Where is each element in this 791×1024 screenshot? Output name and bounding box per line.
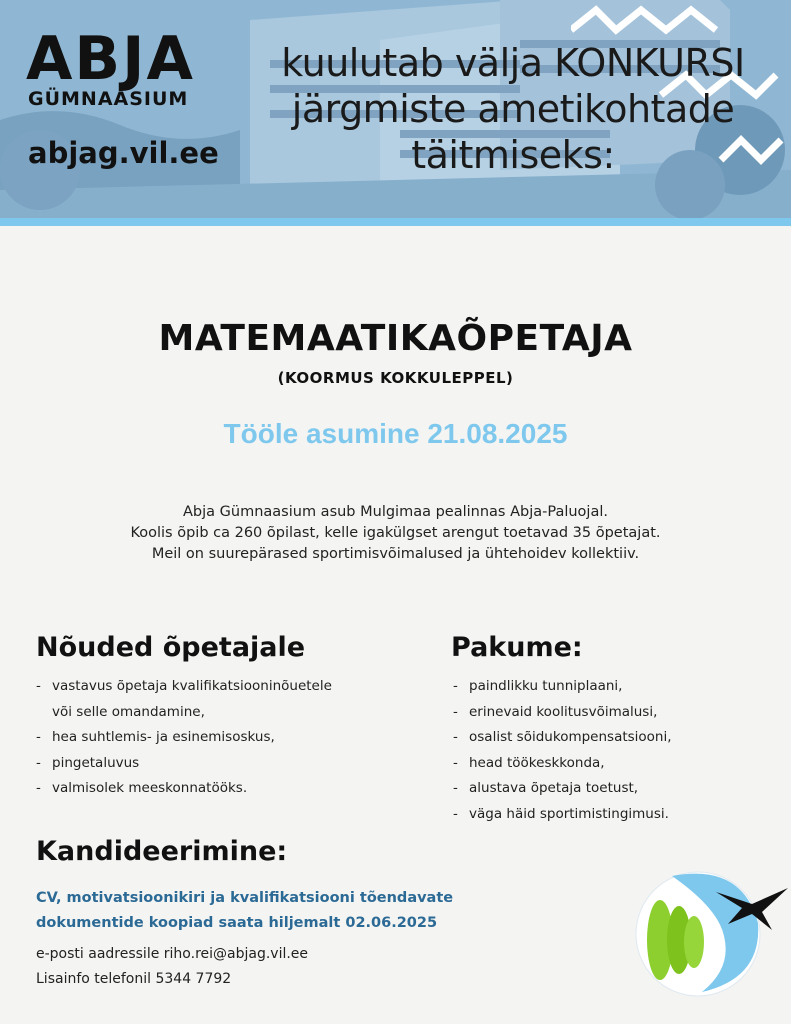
list-item: - väga häid sportimistingimusi. (451, 802, 771, 828)
intro-paragraph (0, 502, 791, 565)
requirements-heading: Nõuded õpetajale (36, 632, 306, 663)
intro-line: Koolis õpib ca 260 õpilast, kelle igakülgset arengut toetavad 35 õpetajat. (130, 525, 661, 541)
list-item: - paindlikku tunniplaani, (451, 674, 771, 700)
list-item: - erinevaid koolitusvõimalusi, (451, 700, 771, 726)
list-item: - osalist sõidukompensatsiooni, (451, 725, 771, 751)
job-subtitle: (KOORMUS KOKKULEPPEL) (277, 369, 514, 387)
website-link[interactable]: abjag.vil.ee (28, 136, 219, 170)
job-title: MATEMAATIKAÕPETAJA (158, 318, 633, 359)
headline (235, 40, 791, 178)
contact-phone: Lisainfo telefonil 5344 7792 (36, 971, 232, 987)
intro-line: Abja Gümnaasium asub Mulgimaa pealinnas Abja-Paluojal. (183, 504, 608, 520)
list-item: - alustava õpetaja toetust, (451, 776, 771, 802)
apply-instructions: CV, motivatsioonikiri ja kvalifikatsiooni tõendavate dokumentide koopiad saata hiljemalt 02.06.2025 (36, 890, 454, 931)
apply-heading: Kandideerimine: (36, 836, 288, 867)
headline-line-1: kuulutab välja KONKURSI (281, 41, 745, 85)
list-item: - valmisolek meeskonnatööks. (34, 776, 434, 802)
headline-line-2: järgmiste ametikohtade (291, 87, 735, 131)
accent-stripe (0, 218, 791, 226)
headline-line-3: täitmiseks: (411, 133, 615, 177)
header-banner (0, 0, 791, 218)
list-item: - hea suhtlemis- ja esinemisoskus, (34, 725, 434, 751)
offer-heading: Pakume: (451, 632, 583, 663)
logo-title: ABJA (26, 24, 195, 94)
list-item: - head töökeskkonda, (451, 751, 771, 777)
list-item: - vastavus õpetaja kvalifikatsiooninõuetele või selle omandamine, (34, 674, 434, 725)
start-date: Tööle asumine 21.08.2025 (223, 418, 568, 449)
intro-line: Meil on suurepärased sportimisvõimalused ja ühtehoidev kollektiiv. (151, 546, 640, 562)
offer-list (451, 674, 771, 827)
logo-subtitle: GÜMNAASIUM (28, 88, 189, 110)
school-emblem-icon (632, 868, 791, 998)
list-item: - pingetaluvus (34, 751, 434, 777)
requirements-list (34, 674, 434, 802)
contact-email[interactable]: e-posti aadressile riho.rei@abjag.vil.ee (36, 946, 309, 962)
